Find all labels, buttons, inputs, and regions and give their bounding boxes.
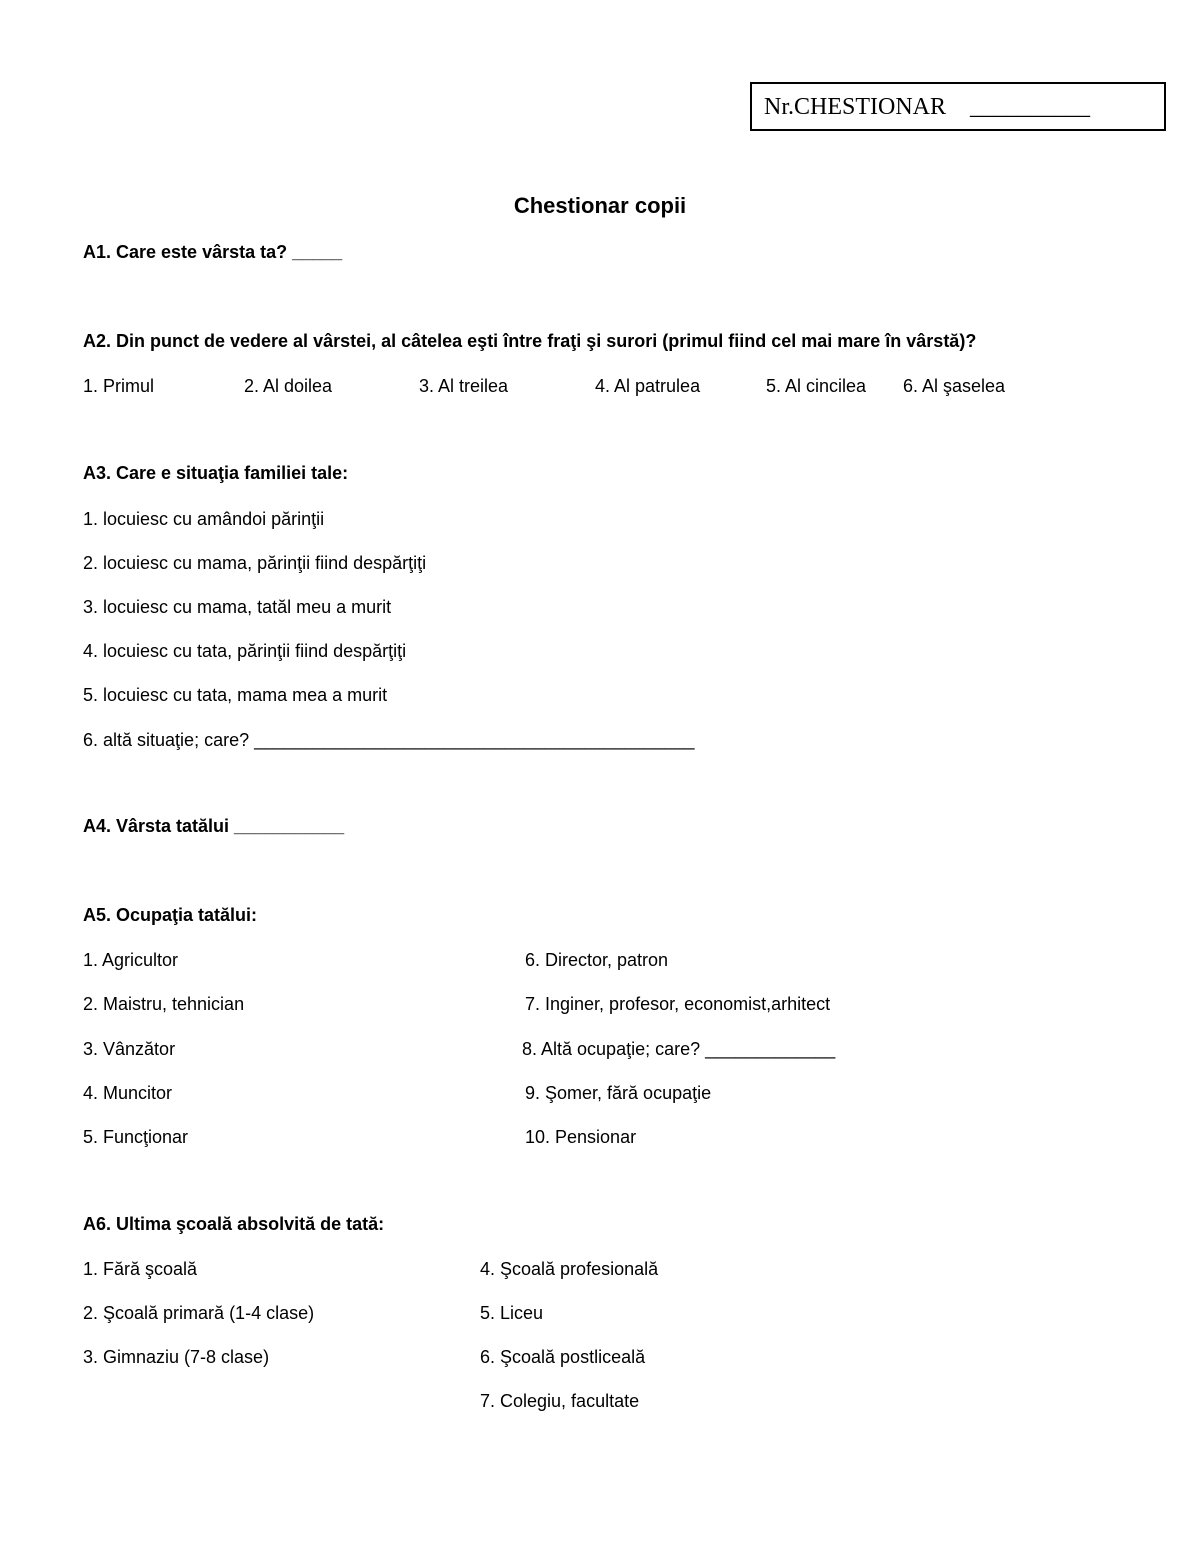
- a3-option-other[interactable]: 6. altă situaţie; care? ____________________________________________: [83, 730, 695, 750]
- a3-option[interactable]: 3. locuiesc cu mama, tatăl meu a murit: [83, 597, 392, 617]
- a6-option[interactable]: 2. Şcoală primară (1-4 clase): [83, 1303, 315, 1323]
- questionnaire-number-blank[interactable]: __________: [970, 94, 1091, 120]
- questionnaire-number-box: [750, 82, 1166, 131]
- a5-option[interactable]: 6. Director, patron: [525, 950, 669, 970]
- a6-option[interactable]: 6. Şcoală postliceală: [480, 1347, 646, 1367]
- a5-option[interactable]: 3. Vânzător: [83, 1039, 176, 1059]
- a2-option[interactable]: 3. Al treilea: [419, 376, 509, 396]
- a2-option[interactable]: 6. Al şaselea: [903, 376, 1006, 396]
- a5-option[interactable]: 2. Maistru, tehnician: [83, 994, 245, 1014]
- a6-option[interactable]: 4. Şcoală profesională: [480, 1259, 659, 1279]
- question-a4: A4. Vârsta tatălui ___________: [83, 816, 345, 836]
- question-a2: A2. Din punct de vedere al vârstei, al câtelea eşti între fraţi şi surori (primul fiind cel mai mare în vârstă)?: [83, 331, 977, 351]
- a6-option[interactable]: 3. Gimnaziu (7-8 clase): [83, 1347, 270, 1367]
- a5-option[interactable]: 7. Inginer, profesor, economist,arhitect: [525, 994, 831, 1014]
- page-title: Chestionar copii: [513, 193, 687, 218]
- a3-option[interactable]: 2. locuiesc cu mama, părinţii fiind despărţiţi: [83, 553, 427, 573]
- a2-option[interactable]: 4. Al patrulea: [595, 376, 701, 396]
- a6-option[interactable]: 5. Liceu: [480, 1303, 544, 1323]
- a5-option[interactable]: 10. Pensionar: [525, 1127, 637, 1147]
- question-a3: A3. Care e situaţia familiei tale:: [83, 463, 349, 483]
- question-a5: A5. Ocupaţia tatălui:: [83, 905, 258, 925]
- a2-option[interactable]: 5. Al cincilea: [766, 376, 867, 396]
- a6-option[interactable]: 1. Fără şcoală: [83, 1259, 198, 1279]
- a3-option[interactable]: 5. locuiesc cu tata, mama mea a murit: [83, 685, 388, 705]
- a5-option[interactable]: 5. Funcţionar: [83, 1127, 189, 1147]
- a5-option[interactable]: 9. Şomer, fără ocupaţie: [525, 1083, 712, 1103]
- a5-option[interactable]: 4. Muncitor: [83, 1083, 173, 1103]
- a5-option-other[interactable]: 8. Altă ocupaţie; care? _____________: [522, 1039, 836, 1059]
- questionnaire-number-label: Nr.CHESTIONAR: [764, 94, 947, 120]
- a6-option[interactable]: 7. Colegiu, facultate: [480, 1391, 640, 1411]
- a2-option[interactable]: 2. Al doilea: [244, 376, 333, 396]
- a3-option[interactable]: 4. locuiesc cu tata, părinţii fiind despărţiţi: [83, 641, 407, 661]
- question-a6: A6. Ultima şcoală absolvită de tată:: [83, 1214, 385, 1234]
- a3-option[interactable]: 1. locuiesc cu amândoi părinţii: [83, 509, 325, 529]
- a2-option[interactable]: 1. Primul: [83, 376, 155, 396]
- question-a1: A1. Care este vârsta ta? _____: [83, 242, 343, 262]
- a5-option[interactable]: 1. Agricultor: [83, 950, 179, 970]
